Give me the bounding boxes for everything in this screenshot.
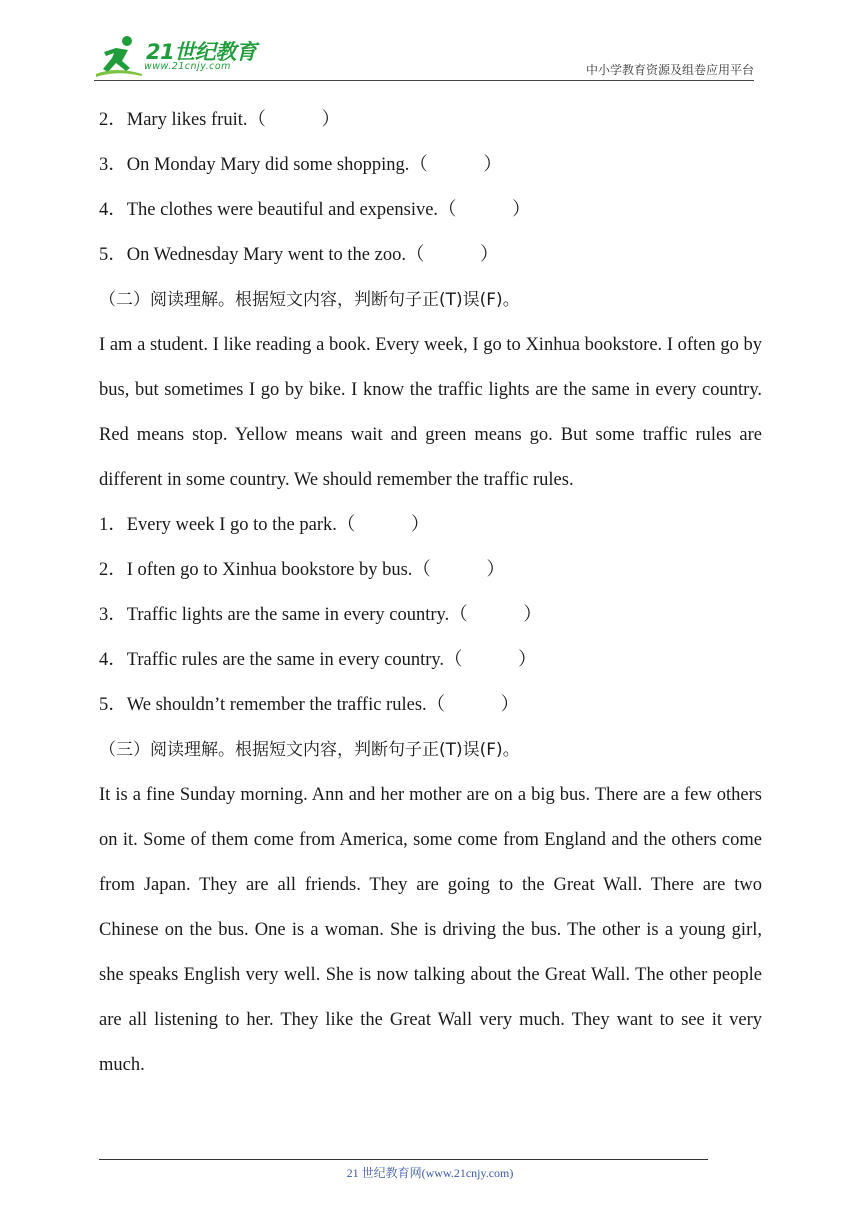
page-footer: 21 世纪教育网(www.21cnjy.com) <box>346 1166 514 1180</box>
page-header <box>0 0 860 90</box>
question-line: 1．Every week I go to the park.（ ） <box>99 515 430 535</box>
footer-divider <box>99 1159 708 1160</box>
site-logo <box>94 34 264 78</box>
question-line: 5．On Wednesday Mary went to the zoo.（ ） <box>99 245 499 265</box>
question-line: 2．Mary likes fruit.（ ） <box>99 110 340 130</box>
question-line: 4．The clothes were beautiful and expensive.（ ） <box>99 200 531 220</box>
header-divider <box>94 80 754 81</box>
reading-passage: I am a student. I like reading a book. Every week, I go to Xinhua bookstore. I often go by bus, but sometimes I go by bike. I know the traffic lights are the same in every country. Red means stop. Yellow means wait and green means go. But some traffic rules are different in some country. We should remember the traffic rules. <box>99 335 762 490</box>
document-body <box>99 98 762 1088</box>
question-line: 3．On Monday Mary did some shopping.（ ） <box>99 155 502 175</box>
question-line: 4．Traffic rules are the same in every country.（ ） <box>99 650 537 670</box>
header-tagline: 中小学教育资源及组卷应用平台 <box>585 63 754 77</box>
question-line: 5．We shouldn’t remember the traffic rules.（ ） <box>99 695 520 715</box>
reading-passage: It is a fine Sunday morning. Ann and her mother are on a big bus. There are a few others on it. Some of them come from America, some come from England and the others come from Japan. They are all friends. They are going to the Great Wall. There are two Chinese on the bus. One is a woman. She is driving the bus. The other is a young girl, she speaks English very well. She is now talking about the Great Wall. The other people are all listening to her. They like the Great Wall very much. They want to see it very much. <box>99 785 762 1075</box>
logo-url: www.21cnjy.com <box>144 61 231 72</box>
section-heading: （二）阅读理解。根据短文内容，判断句子正(T)误(F)。 <box>99 290 520 310</box>
question-line: 3．Traffic lights are the same in every country.（ ） <box>99 605 542 625</box>
section-heading: （三）阅读理解。根据短文内容，判断句子正(T)误(F)。 <box>99 740 520 760</box>
question-line: 2．I often go to Xinhua bookstore by bus.（ ） <box>99 560 505 580</box>
runner-icon <box>94 34 144 78</box>
logo-text: 21世纪教育 <box>146 40 257 64</box>
